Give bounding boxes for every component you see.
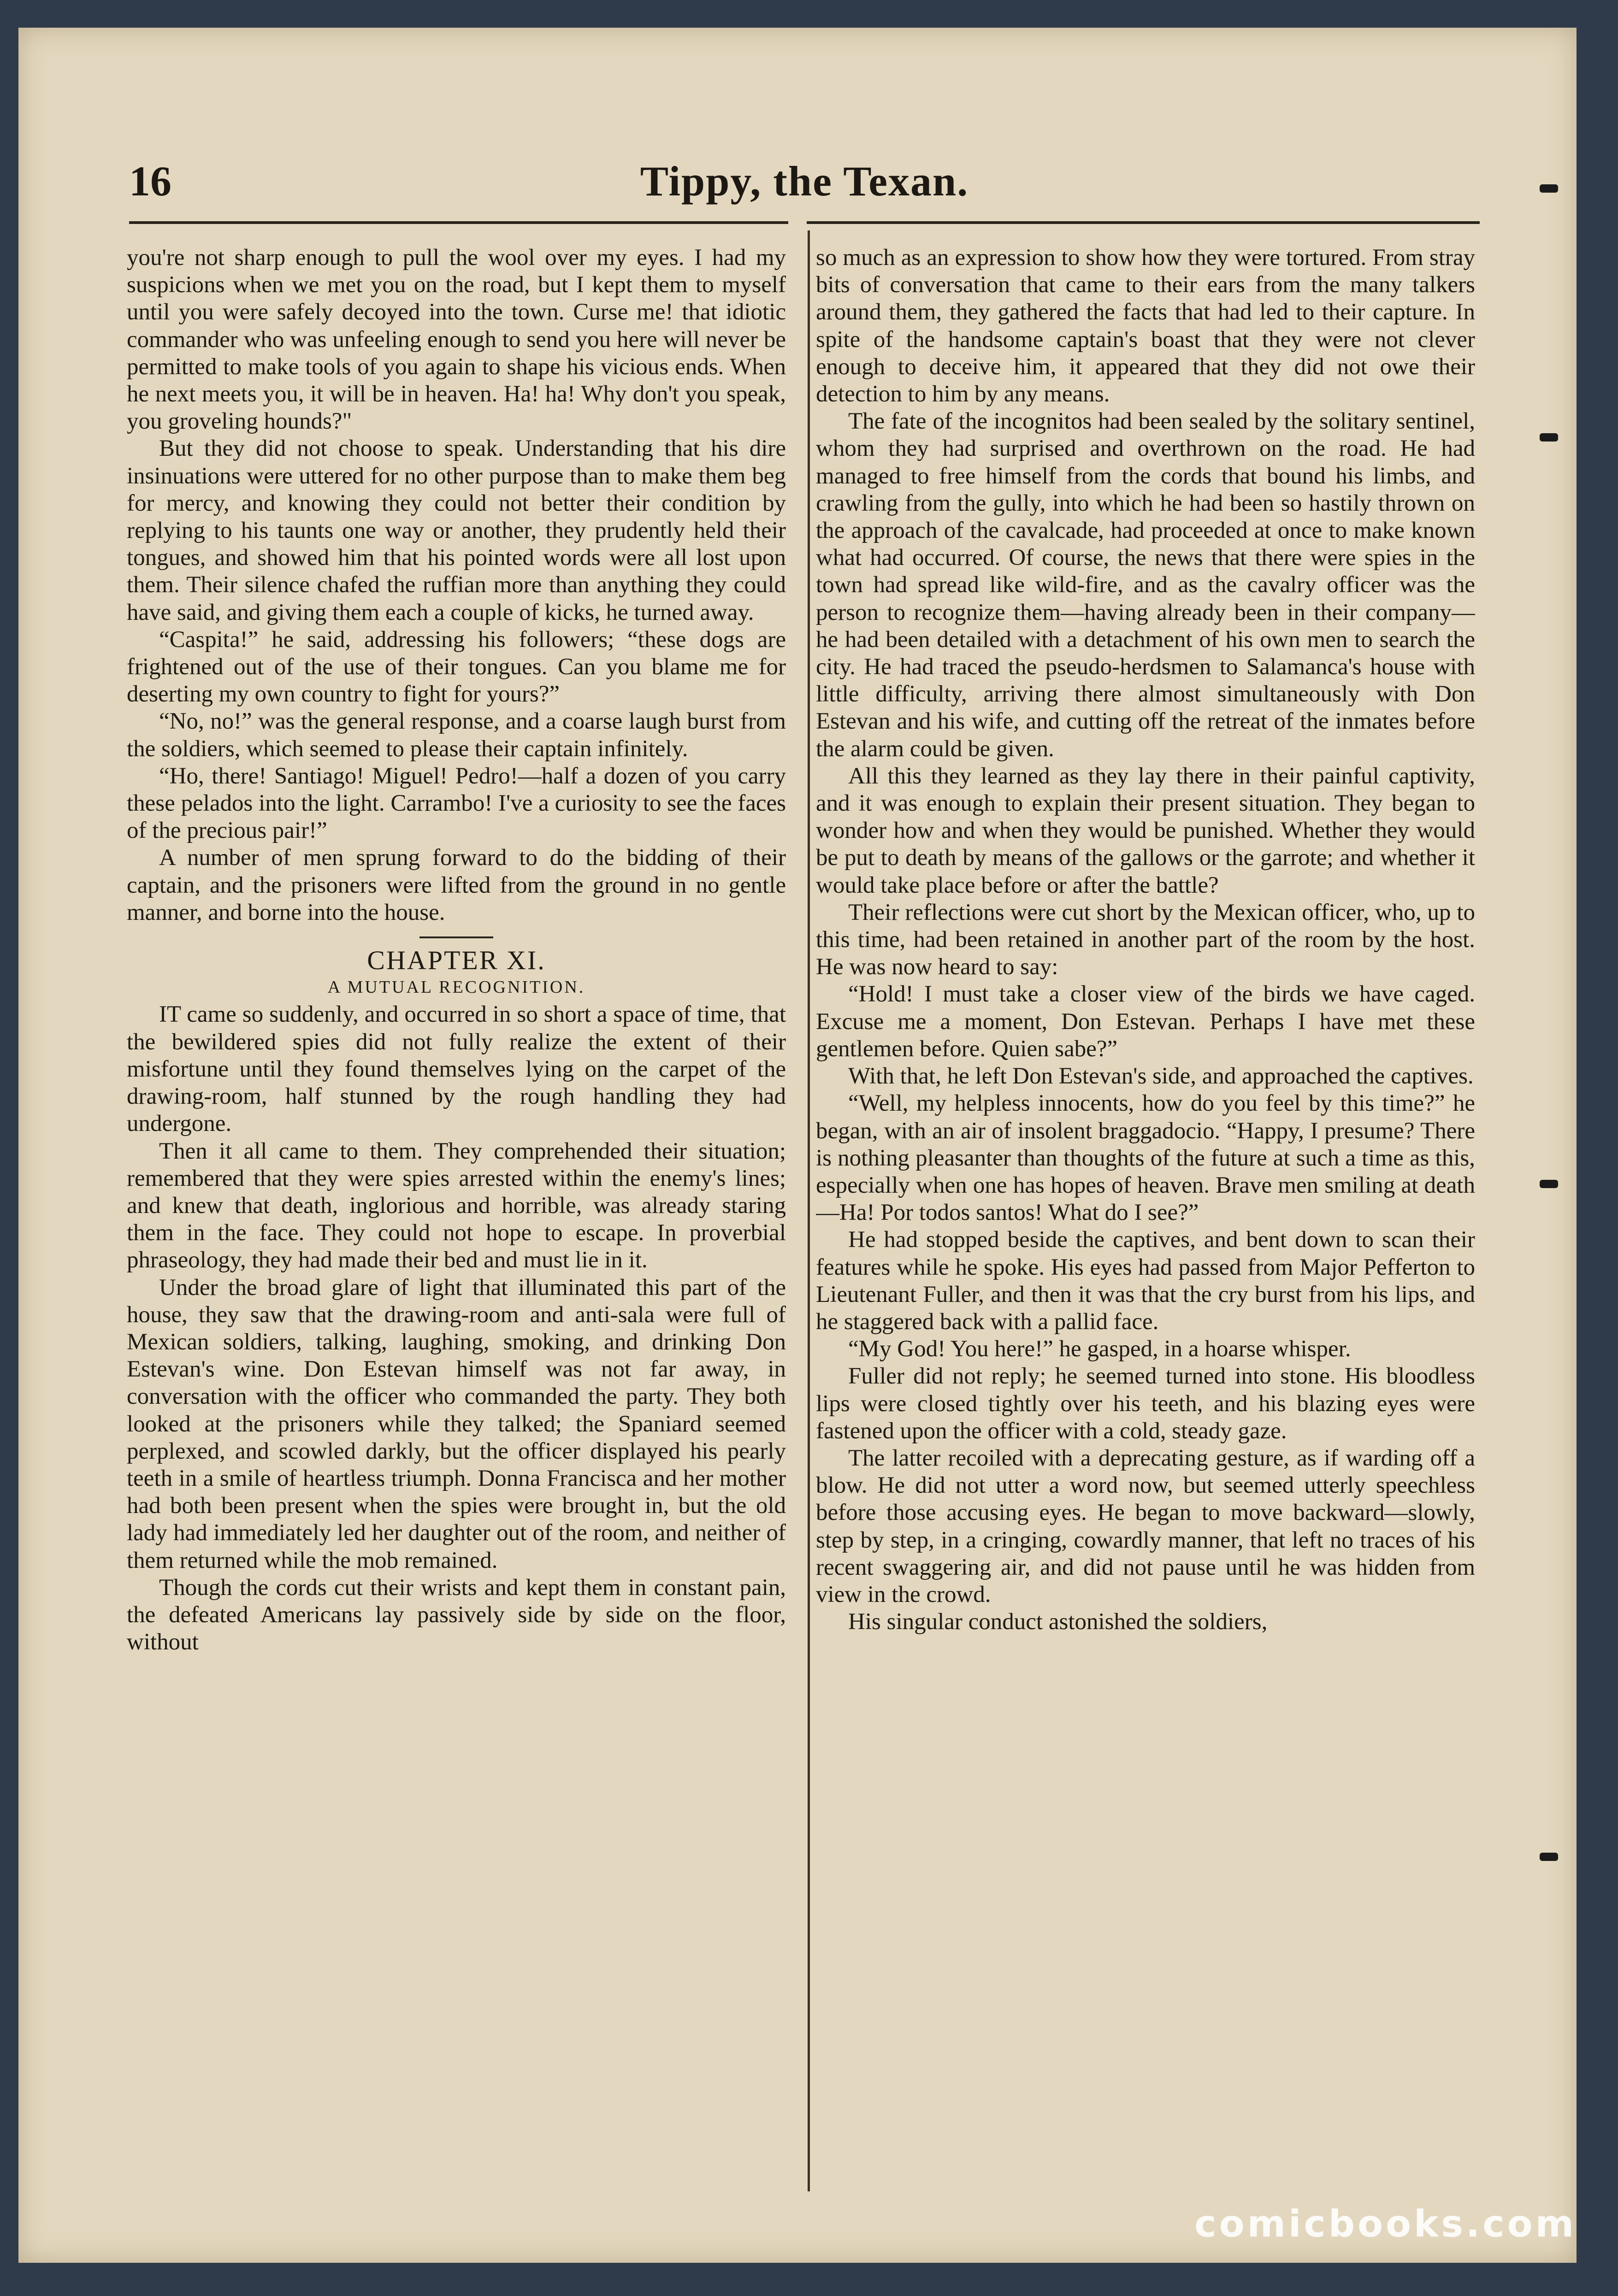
paragraph: “No, no!” was the general response, and a coarse laugh burst from the soldiers, which seemed to please their captain infinitely.: [127, 708, 786, 762]
page-header: [129, 152, 1480, 217]
chapter-title: CHAPTER XI.: [367, 945, 546, 976]
paragraph: A number of men sprung forward to do the bidding of their captain, and the prisoners were lifted from the ground in no gentle manner, and borne into the house.: [127, 845, 786, 925]
chapter-rule: [419, 936, 493, 938]
page-number: 16: [129, 158, 171, 205]
running-title: Tippy, the Texan.: [640, 158, 969, 205]
paragraph: IT came so suddenly, and occurred in so short a space of time, that the bewildered spies did not fully realize the extent of their misfortune until they found themselves lying on the carpet of the drawing-room, half stunned by the rough handling they had undergone.: [127, 1001, 786, 1137]
paragraph: Though the cords cut their wrists and kept them in constant pain, the defeated Americans lay passively side by side on the floor, without: [127, 1574, 786, 1655]
right-column: [816, 244, 1475, 2194]
paragraph: “Well, my helpless innocents, how do you feel by this time?” he began, with an air of insolent braggadocio. “Happy, I presume? There is nothing pleasanter than thoughts of the future at such a time as this, especially when one has hopes of heaven. Brave men smiling at death—Ha! Por todos santos! What do I see?”: [816, 1090, 1475, 1226]
paragraph: Then it all came to them. They comprehended their situation; remembered that they were spies arrested within the enemy's lines; and knew that death, inglorious and horrible, was already staring them in the face. They could not hope to escape. In proverbial phraseology, they had made their bed and must lie in it.: [127, 1138, 786, 1273]
paragraph: The fate of the incognitos had been sealed by the solitary sentinel, whom they had surprised and overthrown on the road. He had managed to free himself from the cords that bound his limbs, and crawling from the gully, into which he had been so hastily thrown on the approach of the cavalcade, had proceeded at once to make known what had occurred. Of course, the news that there were spies in the town had spread like wild-fire, and as the cavalry officer was the person to recognize them—having already been in their company—he had been detailed with a detachment of his own men to search the city. He had traced the pseudo-herdsmen to Salamanca's house with little difficulty, arriving there almost simultaneously with Don Estevan and his wife, and cutting off the retreat of the inmates before the alarm could be given.: [816, 408, 1475, 762]
binding-staple-mark: [1540, 433, 1558, 442]
paragraph: “Ho, there! Santiago! Miguel! Pedro!—half a dozen of you carry these pelados into the light. Carrambo! I've a curiosity to see the faces of the precious pair!”: [127, 763, 786, 844]
binding-staple-mark: [1540, 1853, 1558, 1861]
paragraph: so much as an expression to show how they were tortured. From stray bits of conversation that came to their ears from the many talkers around them, they gathered the facts that had led to their capture. In spite of the handsome captain's boast that they were not clever enough to deceive him, it appeared that they did not owe their detection to him by any means.: [816, 245, 1475, 407]
paragraph: “Hold! I must take a closer view of the birds we have caged. Excuse me a moment, Don Estevan. Perhaps I have met these gentlemen before. Quien sabe?”: [816, 981, 1475, 1062]
chapter-subtitle: A MUTUAL RECOGNITION.: [327, 977, 585, 997]
paragraph: He had stopped beside the captives, and bent down to scan their features while he spoke. His eyes had passed from Major Pefferton to Lieutenant Fuller, and then it was that the cry burst from his lips, and he staggered back with a pallid face.: [816, 1227, 1475, 1335]
paragraph: Under the broad glare of light that illuminated this part of the house, they saw that the drawing-room and anti-sala were full of Mexican soldiers, talking, laughing, smoking, and drinking Don Estevan's wine. Don Estevan himself was not far away, in conversation with the officer who commanded the party. They both looked at the prisoners while they talked; the Spaniard seemed perplexed, and scowled darkly, but the officer displayed his pearly teeth in a smile of heartless triumph. Donna Francisca and her mother had both been present when the spies were brought in, but the old lady had immediately led her daughter out of the room, and neither of them returned while the mob remained.: [127, 1274, 786, 1573]
paragraph: With that, he left Don Estevan's side, and approached the captives.: [848, 1063, 1474, 1089]
column-divider: [808, 230, 810, 2191]
binding-staple-mark: [1540, 184, 1558, 193]
paragraph: Their reflections were cut short by the Mexican officer, who, up to this time, had been retained in another part of the room by the host. He was now heard to say:: [816, 899, 1475, 980]
paragraph: Fuller did not reply; he seemed turned into stone. His bloodless lips were closed tightly over his teeth, and his blazing eyes were fastened upon the officer with a cold, steady gaze.: [816, 1363, 1475, 1444]
paragraph: His singular conduct astonished the soldiers,: [848, 1609, 1268, 1635]
paragraph: The latter recoiled with a deprecating gesture, as if warding off a blow. He did not utter a word now, but seemed utterly speechless before those accusing eyes. He began to move backward—slowly, step by step, in a cringing, cowardly manner, that left no traces of his recent swaggering air, and did not pause until he was hidden from view in the crowd.: [816, 1445, 1475, 1607]
paragraph: you're not sharp enough to pull the wool over my eyes. I had my suspicions when we met you on the road, but I kept them to myself until you were safely decoyed into the town. Curse me! that idiotic commander who was unfeeling enough to send you here will never be permitted to make tools of you again to shape his vicious ends. When he next meets you, it will be in heaven. Ha! ha! Why don't you speak, you groveling hounds?": [127, 245, 786, 435]
paragraph: “Caspita!” he said, addressing his followers; “these dogs are frightened out of the use of their tongues. Can you blame me for deserting my own country to fight for yours?”: [127, 626, 786, 707]
header-rule: [129, 221, 788, 224]
book-page: [18, 28, 1577, 2263]
paragraph: But they did not choose to speak. Understanding that his dire insinuations were uttered for no other purpose than to make them beg for mercy, and knowing they could not better their condition by replying to his taunts one way or another, they prudently held their tongues, and showed him that his pointed words were all lost upon them. Their silence chafed the ruffian more than anything they could have said, and giving them each a couple of kicks, he turned away.: [127, 436, 786, 625]
header-rule: [807, 221, 1480, 224]
left-column: [127, 244, 786, 2194]
paragraph: All this they learned as they lay there in their painful captivity, and it was enough to explain their present situation. They began to wonder how and when they would be punished. Whether they would be put to death by means of the gallows or the garrote; and whether it would take place before or after the battle?: [816, 763, 1475, 898]
paragraph: “My God! You here!” he gasped, in a hoarse whisper.: [848, 1336, 1351, 1362]
watermark: comicbooks.com: [1194, 2202, 1577, 2245]
binding-staple-mark: [1540, 1180, 1558, 1188]
